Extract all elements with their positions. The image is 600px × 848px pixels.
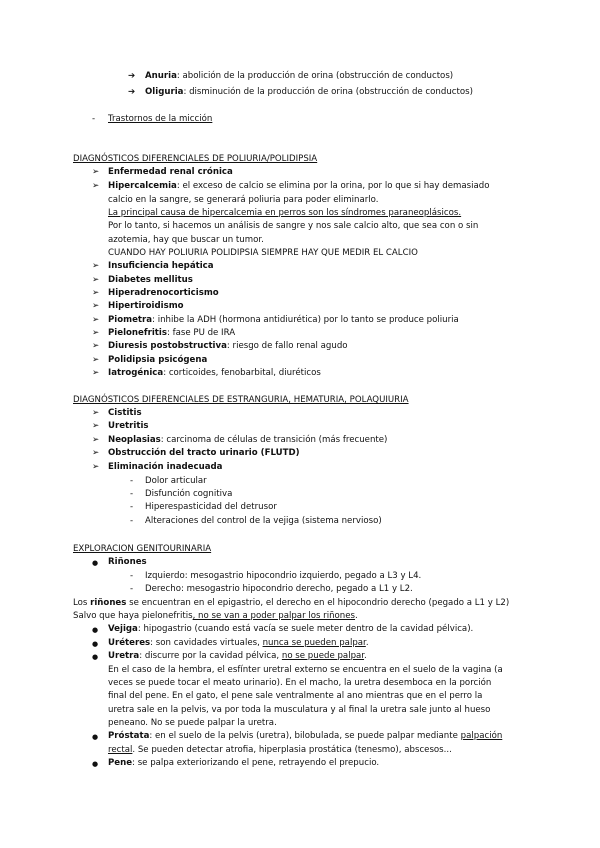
prostata-underlined-2: rectal	[108, 745, 133, 755]
hipercalcemia-line4: Por lo tanto, si hacemos un análisis de sangre y nos sale calcio alto, que sea con o sin	[108, 221, 479, 231]
hipercalcemia-line5: azotemia, hay que buscar un tumor.	[108, 235, 264, 245]
chevron-icon: ➢	[92, 275, 100, 285]
rinones-item: Riñones	[108, 557, 147, 567]
chevron-icon: ➢	[92, 462, 100, 472]
arrow-icon: ➔	[128, 71, 136, 81]
diuresis-item	[108, 340, 348, 353]
neoplasias-term: Neoplasias	[108, 435, 161, 445]
rinones-paragraph-line1	[73, 597, 509, 610]
bullet-icon: ●	[92, 733, 99, 741]
prostata-line2	[108, 744, 452, 757]
chevron-icon: ➢	[92, 301, 100, 311]
erc-item: Enfermedad renal crónica	[108, 167, 233, 177]
hipercalcemia-line6: CUANDO HAY POLIURIA POLIDIPSIA SIEMPRE HAY QUE MEDIR EL CALCIO	[108, 248, 418, 258]
chevron-icon: ➢	[92, 167, 100, 177]
vejiga-item	[108, 623, 473, 636]
ureteres-end: .	[365, 638, 369, 648]
chevron-icon: ➢	[92, 328, 100, 338]
rinones-line2-pre: Salvo que haya pielonefritis	[73, 611, 193, 621]
prostata-line2-text: . Se pueden detectar atrofia, hiperplasia prostática (tenesmo), abscesos...	[132, 745, 452, 755]
sub-item: Dolor articular	[145, 476, 207, 486]
prostata-item	[108, 730, 502, 743]
pielonefritis-term: Pielonefritis	[108, 328, 167, 338]
dash-marker: -	[130, 571, 134, 581]
chevron-icon: ➢	[92, 355, 100, 365]
pene-term: Pene	[108, 758, 133, 768]
iatrogenica-text: : corticoides, fenobarbital, diuréticos	[163, 368, 321, 378]
chevron-icon: ➢	[92, 408, 100, 418]
hipertiroidismo-item: Hipertiroidismo	[108, 301, 184, 311]
prostata-text: : en el suelo de la pelvis (uretra), bilobulada, se puede palpar mediante	[149, 731, 461, 741]
pene-item	[108, 757, 379, 770]
arrow-icon: ➔	[128, 87, 136, 97]
polidipsia-item: Polidipsia psicógena	[108, 355, 208, 365]
sub-item: Disfunción cognitiva	[145, 489, 233, 499]
dash-marker: -	[130, 584, 134, 594]
pielonefritis-text: : fase PU de IRA	[166, 328, 236, 338]
diabetes-item: Diabetes mellitus	[108, 275, 193, 285]
exploracion-heading: EXPLORACION GENITOURINARIA	[73, 544, 212, 554]
bullet-icon: ●	[92, 559, 99, 567]
uretra-item	[108, 650, 367, 663]
prostata-term: Próstata	[108, 731, 150, 741]
anuria-text: : abolición de la producción de orina (obstrucción de conductos)	[176, 71, 454, 81]
uretra-line: uretra sale en la pelvis, va por toda la musculatura y al final la uretra sale junto al hueso	[108, 705, 491, 715]
chevron-icon: ➢	[92, 315, 100, 325]
rinones-term: riñones	[90, 598, 127, 608]
obstruccion-item: Obstrucción del tracto urinario (FLUTD)	[108, 448, 300, 458]
oliguria-term: Oliguria	[145, 87, 184, 97]
uretra-line: peneano. No se puede palpar la uretra.	[108, 718, 277, 728]
uretra-term: Uretra	[108, 651, 140, 661]
diuresis-text: : riesgo de fallo renal agudo	[226, 341, 348, 351]
cistitis-item: Cistitis	[108, 408, 142, 418]
chevron-icon: ➢	[92, 341, 100, 351]
rinones-text: se encuentran en el epigastrio, el derecho en el hipocondrio derecho (pegado a L1 y L2)	[126, 598, 510, 608]
neoplasias-item	[108, 434, 387, 447]
chevron-icon: ➢	[92, 181, 100, 191]
oliguria-text: : disminución de la producción de orina (obstrucción de conductos)	[183, 87, 473, 97]
hipercalcemia-line3: La principal causa de hipercalcemia en perros son los síndromes paraneoplásicos.	[108, 208, 462, 218]
chevron-icon: ➢	[92, 435, 100, 445]
sub-item: Alteraciones del control de la vejiga (sistema nervioso)	[145, 516, 382, 526]
dash-marker: -	[130, 516, 134, 526]
dash-marker: -	[92, 114, 96, 124]
uretritis-item: Uretritis	[108, 421, 149, 431]
ureteres-underlined: nunca se pueden palpar	[262, 638, 366, 648]
piometra-term: Piometra	[108, 315, 153, 325]
pielonefritis-item	[108, 327, 235, 340]
chevron-icon: ➢	[92, 288, 100, 298]
pene-text: : se palpa exteriorizando el pene, retrayendo el prepucio.	[132, 758, 380, 768]
iatrogenica-term: Iatrogénica	[108, 368, 164, 378]
trastornos-heading: Trastornos de la micción	[108, 114, 213, 124]
uretra-end: .	[364, 651, 367, 661]
prostata-underlined-1: palpación	[460, 731, 503, 741]
bullet-icon: ●	[92, 760, 99, 768]
estranguria-heading: DIAGNÓSTICOS DIFERENCIALES DE ESTRANGURIA, HEMATURIA, POLAQUIURIA	[73, 395, 409, 405]
hipercalcemia-text: : el exceso de calcio se elimina por la orina, por lo que si hay demasiado	[176, 181, 490, 191]
diuresis-term: Diuresis postobstructiva	[108, 341, 227, 351]
bullet-icon: ●	[92, 640, 99, 648]
ureteres-term: Uréteres	[108, 638, 151, 648]
chevron-icon: ➢	[92, 261, 100, 271]
dash-marker: -	[130, 489, 134, 499]
dash-marker: -	[130, 502, 134, 512]
uretra-text: : discurre por la cavidad pélvica,	[139, 651, 282, 661]
rinones-paragraph-line2	[73, 610, 358, 623]
bullet-icon: ●	[92, 626, 99, 634]
vejiga-term: Vejiga	[108, 624, 138, 634]
piometra-item	[108, 314, 459, 327]
vejiga-text: : hipogastrio (cuando está vacía se suele meter dentro de la cavidad pélvica).	[137, 624, 474, 634]
piometra-text: : inhibe la ADH (hormona antidiurética) por lo tanto se produce poliuria	[152, 315, 459, 325]
neoplasias-text: : carcinoma de células de transición (más frecuente)	[160, 435, 388, 445]
uretra-line: En el caso de la hembra, el esfínter uretral externo se encuentra en el suelo de la vagina (a	[108, 665, 503, 675]
rinones-pre: Los	[73, 598, 91, 608]
derecho-item: Derecho: mesogastrio hipocondrio derecho, pegado a L1 y L2.	[145, 584, 413, 594]
rinones-line2-underlined: , no se van a poder palpar los riñones	[192, 611, 356, 621]
hepatica-item: Insuficiencia hepática	[108, 261, 214, 271]
iatrogenica-item	[108, 367, 321, 380]
eliminacion-item: Eliminación inadecuada	[108, 462, 223, 472]
chevron-icon: ➢	[92, 448, 100, 458]
sub-item: Hiperespasticidad del detrusor	[145, 502, 277, 512]
ureteres-text: : son cavidades virtuales,	[150, 638, 263, 648]
chevron-icon: ➢	[92, 368, 100, 378]
uretra-line: final del pene. En el gato, el pene sale ventralmente al ano mientras que en el perro la	[108, 691, 483, 701]
chevron-icon: ➢	[92, 421, 100, 431]
rinones-line2-end: .	[355, 611, 358, 621]
izquierdo-item: Izquierdo: mesogastrio hipocondrio izquierdo, pegado a L3 y L4.	[145, 571, 422, 581]
dash-marker: -	[130, 476, 134, 486]
uretra-underlined: no se puede palpar	[281, 651, 365, 661]
poliuria-heading: DIAGNÓSTICOS DIFERENCIALES DE POLIURIA/POLIDIPSIA	[73, 154, 318, 164]
hipercalcemia-line1	[108, 180, 489, 193]
ureteres-item	[108, 637, 369, 650]
oliguria-line	[145, 86, 473, 99]
hipercalcemia-term: Hipercalcemia	[108, 181, 177, 191]
anuria-term: Anuria	[145, 71, 177, 81]
uretra-line: veces se puede tocar el meato urinario). En el macho, la uretra desemboca en la porción	[108, 678, 492, 688]
bullet-icon: ●	[92, 653, 99, 661]
anuria-line	[145, 70, 453, 83]
hiperadreno-item: Hiperadrenocorticismo	[108, 288, 219, 298]
hipercalcemia-line2: calcio en la sangre, se generará poliuria para poder eliminarlo.	[108, 195, 379, 205]
